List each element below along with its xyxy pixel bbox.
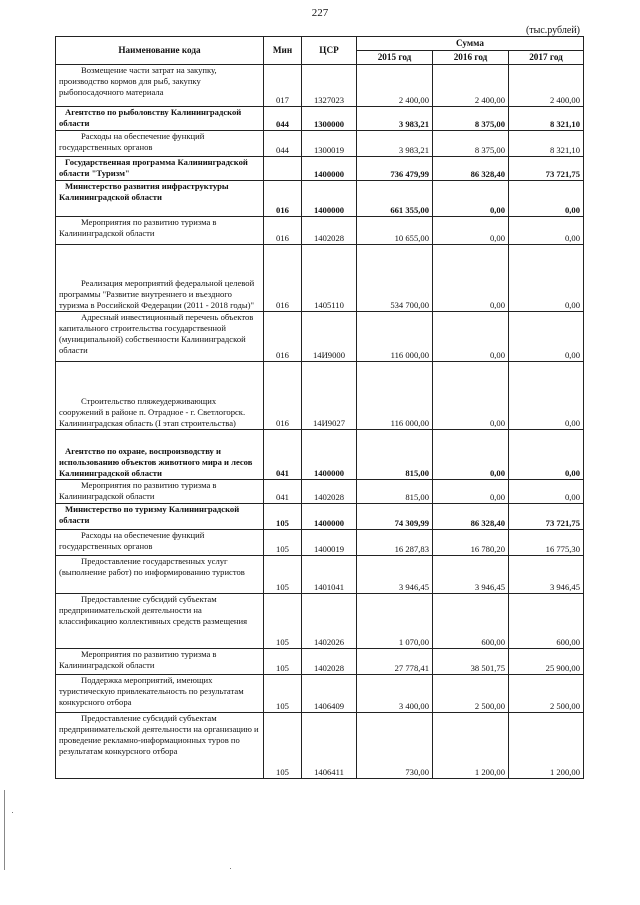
table-row bbox=[56, 107, 584, 131]
table-row bbox=[56, 713, 584, 779]
row-value-2016: 8 375,00 bbox=[433, 107, 509, 131]
row-min: 016 bbox=[264, 217, 302, 245]
row-csr: 1406411 bbox=[302, 713, 357, 779]
row-value-2017: 8 321,10 bbox=[509, 107, 584, 131]
table-row bbox=[56, 530, 584, 556]
scan-artifact bbox=[4, 790, 5, 870]
row-min: 017 bbox=[264, 65, 302, 107]
table-row bbox=[56, 131, 584, 157]
row-min bbox=[264, 157, 302, 181]
row-name: Расходы на обеспечение функций государственных органов bbox=[56, 131, 264, 157]
row-value-2015: 730,00 bbox=[357, 713, 433, 779]
page-number: 227 bbox=[311, 7, 329, 19]
table-row bbox=[56, 181, 584, 217]
row-value-2017: 2 500,00 bbox=[509, 675, 584, 713]
row-value-2017: 73 721,75 bbox=[509, 504, 584, 530]
row-value-2015: 74 309,99 bbox=[357, 504, 433, 530]
row-min: 105 bbox=[264, 530, 302, 556]
row-name: Государственная программа Калининградской области "Туризм" bbox=[56, 157, 264, 181]
row-name: Поддержка мероприятий, имеющих туристическую привлекательность по результатам конкурсного отбора bbox=[56, 675, 264, 713]
row-value-2015: 815,00 bbox=[357, 480, 433, 504]
row-value-2015: 3 946,45 bbox=[357, 556, 433, 594]
row-min: 105 bbox=[264, 594, 302, 649]
header-row-1 bbox=[56, 37, 584, 51]
row-csr: 1400019 bbox=[302, 530, 357, 556]
row-name: Возмещение части затрат на закупку, производство кормов для рыб, закупку рыбопосадочного материала bbox=[56, 65, 264, 107]
col-header-sum: Сумма bbox=[357, 37, 584, 51]
row-value-2017: 600,00 bbox=[509, 594, 584, 649]
row-value-2016: 3 946,45 bbox=[433, 556, 509, 594]
row-value-2015: 1 070,00 bbox=[357, 594, 433, 649]
row-value-2015: 16 287,83 bbox=[357, 530, 433, 556]
row-csr: 1400000 bbox=[302, 181, 357, 217]
row-min: 041 bbox=[264, 480, 302, 504]
row-value-2017: 1 200,00 bbox=[509, 713, 584, 779]
row-csr: 1402028 bbox=[302, 217, 357, 245]
row-min: 016 bbox=[264, 362, 302, 430]
row-value-2015: 736 479,99 bbox=[357, 157, 433, 181]
row-min: 105 bbox=[264, 556, 302, 594]
row-value-2015: 534 700,00 bbox=[357, 245, 433, 312]
row-value-2017: 0,00 bbox=[509, 312, 584, 362]
table-row bbox=[56, 594, 584, 649]
row-value-2015: 815,00 bbox=[357, 430, 433, 480]
col-header-name: Наименование кода bbox=[56, 37, 264, 65]
table-row bbox=[56, 504, 584, 530]
row-value-2015: 2 400,00 bbox=[357, 65, 433, 107]
row-csr: 14И9000 bbox=[302, 312, 357, 362]
table-row bbox=[56, 675, 584, 713]
row-name: Агентство по рыболовству Калининградской области bbox=[56, 107, 264, 131]
row-value-2017: 3 946,45 bbox=[509, 556, 584, 594]
row-min: 105 bbox=[264, 713, 302, 779]
row-value-2016: 0,00 bbox=[433, 362, 509, 430]
row-value-2016: 0,00 bbox=[433, 245, 509, 312]
col-header-2017: 2017 год bbox=[509, 51, 584, 65]
row-value-2016: 38 501,75 bbox=[433, 649, 509, 675]
row-csr: 1300019 bbox=[302, 131, 357, 157]
row-csr: 1327023 bbox=[302, 65, 357, 107]
table-row bbox=[56, 649, 584, 675]
row-value-2015: 3 983,21 bbox=[357, 107, 433, 131]
row-min: 016 bbox=[264, 312, 302, 362]
row-value-2015: 116 000,00 bbox=[357, 312, 433, 362]
row-value-2015: 3 400,00 bbox=[357, 675, 433, 713]
row-min: 105 bbox=[264, 504, 302, 530]
scan-artifact bbox=[230, 868, 231, 869]
row-value-2017: 0,00 bbox=[509, 181, 584, 217]
table-row bbox=[56, 217, 584, 245]
row-value-2016: 2 500,00 bbox=[433, 675, 509, 713]
row-value-2015: 10 655,00 bbox=[357, 217, 433, 245]
col-header-2015: 2015 год bbox=[357, 51, 433, 65]
row-value-2015: 661 355,00 bbox=[357, 181, 433, 217]
row-csr: 1405110 bbox=[302, 245, 357, 312]
row-name: Реализация мероприятий федеральной целевой программы "Развитие внутреннего и въездного туризма в Российской Федерации (2011 - 2018 годы)" bbox=[56, 245, 264, 312]
row-value-2017: 2 400,00 bbox=[509, 65, 584, 107]
table-row bbox=[56, 480, 584, 504]
row-min: 105 bbox=[264, 675, 302, 713]
row-value-2016: 0,00 bbox=[433, 217, 509, 245]
row-csr: 1402028 bbox=[302, 480, 357, 504]
row-value-2015: 116 000,00 bbox=[357, 362, 433, 430]
row-csr: 1400000 bbox=[302, 157, 357, 181]
row-name: Расходы на обеспечение функций государственных органов bbox=[56, 530, 264, 556]
row-csr: 1400000 bbox=[302, 430, 357, 480]
row-name: Предоставление государственных услуг (выполнение работ) по информированию туристов bbox=[56, 556, 264, 594]
row-value-2016: 8 375,00 bbox=[433, 131, 509, 157]
row-name: Адресный инвестиционный перечень объектов капитального строительства государственной (муниципальной) собственности Калининградской области bbox=[56, 312, 264, 362]
unit-label: (тыс.рублей) bbox=[525, 25, 580, 36]
row-csr: 1402028 bbox=[302, 649, 357, 675]
scan-artifact bbox=[12, 812, 13, 813]
row-csr: 1300000 bbox=[302, 107, 357, 131]
row-min: 044 bbox=[264, 131, 302, 157]
row-csr: 1406409 bbox=[302, 675, 357, 713]
table-row bbox=[56, 312, 584, 362]
row-value-2016: 86 328,40 bbox=[433, 157, 509, 181]
table-row bbox=[56, 157, 584, 181]
row-name: Агентство по охране, воспроизводству и использованию объектов животного мира и лесов Калининградской области bbox=[56, 430, 264, 480]
col-header-min: Мин bbox=[264, 37, 302, 65]
row-value-2016: 16 780,20 bbox=[433, 530, 509, 556]
row-name: Мероприятия по развитию туризма в Калининградской области bbox=[56, 217, 264, 245]
row-name: Министерство по туризму Калининградской области bbox=[56, 504, 264, 530]
row-value-2016: 0,00 bbox=[433, 312, 509, 362]
row-name: Мероприятия по развитию туризма в Калининградской области bbox=[56, 649, 264, 675]
row-min: 044 bbox=[264, 107, 302, 131]
row-value-2017: 0,00 bbox=[509, 362, 584, 430]
col-header-2016: 2016 год bbox=[433, 51, 509, 65]
row-min: 105 bbox=[264, 649, 302, 675]
row-value-2017: 25 900,00 bbox=[509, 649, 584, 675]
row-value-2017: 0,00 bbox=[509, 245, 584, 312]
row-value-2017: 0,00 bbox=[509, 430, 584, 480]
row-name: Предоставление субсидий субъектам предпринимательской деятельности на организацию и проведение рекламно-информационных туров по результатам конкурсного отбора bbox=[56, 713, 264, 779]
row-csr: 1402026 bbox=[302, 594, 357, 649]
row-value-2017: 8 321,10 bbox=[509, 131, 584, 157]
row-value-2016: 0,00 bbox=[433, 430, 509, 480]
row-name: Министерство развития инфраструктуры Калининградской области bbox=[56, 181, 264, 217]
row-csr: 1401041 bbox=[302, 556, 357, 594]
row-value-2016: 600,00 bbox=[433, 594, 509, 649]
row-min: 016 bbox=[264, 245, 302, 312]
table-row bbox=[56, 65, 584, 107]
row-value-2016: 0,00 bbox=[433, 480, 509, 504]
table-row bbox=[56, 556, 584, 594]
row-name: Предоставление субсидий субъектам предпринимательской деятельности на классификацию коллективных средств размещения bbox=[56, 594, 264, 649]
row-value-2016: 86 328,40 bbox=[433, 504, 509, 530]
row-min: 041 bbox=[264, 430, 302, 480]
row-value-2015: 3 983,21 bbox=[357, 131, 433, 157]
row-value-2016: 0,00 bbox=[433, 181, 509, 217]
row-value-2016: 2 400,00 bbox=[433, 65, 509, 107]
row-value-2017: 0,00 bbox=[509, 480, 584, 504]
row-value-2015: 27 778,41 bbox=[357, 649, 433, 675]
row-name: Строительство пляжеудерживающих сооружений в районе п. Отрадное - г. Светлогорск. Калининградская область (I этап строительства) bbox=[56, 362, 264, 430]
row-name: Мероприятия по развитию туризма в Калининградской области bbox=[56, 480, 264, 504]
row-min: 016 bbox=[264, 181, 302, 217]
table-row bbox=[56, 245, 584, 312]
row-value-2017: 16 775,30 bbox=[509, 530, 584, 556]
budget-table bbox=[55, 36, 584, 779]
row-value-2017: 0,00 bbox=[509, 217, 584, 245]
row-value-2016: 1 200,00 bbox=[433, 713, 509, 779]
row-value-2017: 73 721,75 bbox=[509, 157, 584, 181]
row-csr: 1400000 bbox=[302, 504, 357, 530]
row-csr: 14И9027 bbox=[302, 362, 357, 430]
table-row bbox=[56, 430, 584, 480]
table-row bbox=[56, 362, 584, 430]
col-header-csr: ЦСР bbox=[302, 37, 357, 65]
